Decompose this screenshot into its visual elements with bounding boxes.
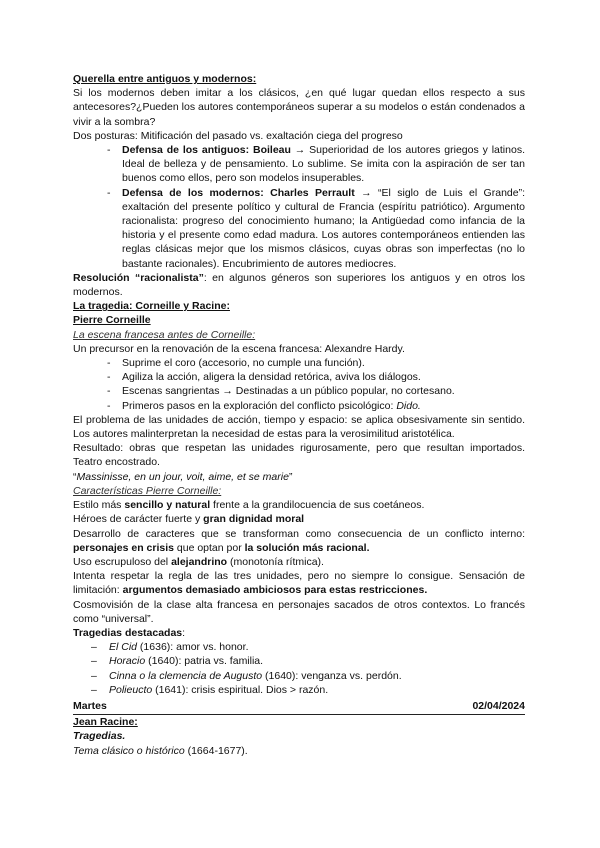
estilo-line [73,498,525,512]
tragedias-label: Tragedias destacadas [73,626,183,639]
resolution-text: : en algunos géneros son superiores los antiguos y en otros los modernos. [73,271,525,299]
racine-tragedias: Tragedias. [73,730,126,743]
quote-text: Massinisse, en un jour, voit, aime, et se marie [76,470,289,483]
uso-c: (monotonía rítmica). [227,555,324,568]
postures-line: Dos posturas: Mitificación del pasado vs. exaltación ciega del progreso [73,129,403,142]
intenta-paragraph [73,569,525,597]
desarrollo-paragraph [73,527,525,555]
tragedias-list [73,640,525,697]
heroes-a: Héroes de carácter fuerte y [73,513,204,526]
tragedias-colon: : [182,626,186,639]
uso-b: alejandrino [171,555,228,568]
section-title: Querella entre antiguos y modernos: [73,73,257,85]
hardy-last-text: Primeros pasos en la exploración del conflicto psicológico: [122,399,397,412]
tragedias-heading [73,626,525,640]
caracteristicas-heading: Características Pierre Corneille: [73,484,222,497]
antiguos-label: Defensa de los antiguos: Boileau [122,144,291,157]
desarrollo-d: la solución más racional. [244,541,370,554]
quote-open: “ [73,470,77,483]
heroes-line [73,512,525,526]
cosmovision-paragraph: Cosmovisión de la clase alta francesa en personajes sacados de otros contextos. Lo francés como “universal”. [73,598,525,625]
date-label: 02/04/2024 [472,699,525,712]
tema-b: (1664-1677). [184,744,248,757]
document-page [73,72,525,758]
list-item [91,640,525,654]
intenta-b: argumentos demasiado ambiciosos para estas restricciones. [122,584,428,597]
intenta-a: Intenta respetar la regla de las tres unidades, pero no siempre lo consigue. Sensación de limitación: [73,570,525,597]
racine-heading: Jean Racine: [73,716,138,729]
work-title: Cinna o la clemencia de Augusto [109,669,263,682]
resultado-paragraph: Resultado: obras que respetan las unidades rigurosamente, pero que resultan importados. Teatro encostrado. [73,442,525,469]
list-item [91,669,525,683]
work-detail: (1636): amor vs. honor. [137,641,249,654]
list-item [91,683,525,697]
resolution-paragraph [73,271,525,299]
desarrollo-b: personajes en crisis [73,541,174,554]
escena-heading: La escena francesa antes de Corneille: [73,328,256,341]
precursor-line: Un precursor en la renovación de la escena francesa: Alexandre Hardy. [73,342,405,355]
work-detail: (1640): patria vs. familia. [145,655,264,668]
quote-close: ” [288,470,293,483]
list-item: - Agiliza la acción, aligera la densidad retórica, aviva los diálogos. [107,370,525,384]
day-label: Martes [73,699,107,712]
list-item-modernos [107,186,525,271]
work-title: Horacio [109,655,146,668]
list-item-antiguos [107,143,525,186]
tema-line [73,744,525,758]
hardy-list [73,356,525,413]
date-header [73,699,525,715]
work-detail: (1640): venganza vs. perdón. [262,669,402,682]
unidades-paragraph: El problema de las unidades de acción, tiempo y espacio: se aplica obsesivamente sin sentido. Los autores malinterpretan la necesidad de estas para la verosimilitud aristotélica. [73,413,525,441]
resolution-label: Resolución “racionalista” [73,271,204,284]
quote-line [73,470,525,484]
hardy-last-work: Dido. [396,399,421,412]
tragedia-heading: La tragedia: Corneille y Racine: [73,300,230,313]
list-item [107,399,525,413]
desarrollo-c: que optan por [173,541,245,554]
work-title: El Cid [109,641,138,654]
work-detail: (1641): crisis espiritual. Dios > razón. [152,683,329,696]
antiguos-text: → Superioridad de los autores griegos y latinos. Ideal de belleza y de pensamiento. Lo sublime. Se imita con la aspiración de ser tan buenos como ellos, pero son modelos insuperables. [122,144,525,185]
uso-line [73,555,525,569]
postures-list [73,143,525,271]
list-item: - Escenas sangrientas → Destinadas a un público popular, no cortesano. [107,384,525,398]
list-item: - Suprime el coro (accesorio, no cumple una función). [107,356,525,370]
uso-a: Uso escrupuloso del [73,555,172,568]
modernos-text: → “El siglo de Luis el Grande”: exaltación del presente político y cultural de Francia (espíritu patriótico). Argumento racionalista: progreso del conocimiento humano; la Antigüedad como infancia de la historia y el presente como edad madura. Los autores contemporáneos entienden las reglas clásicas mejor que los mismos clásicos, cuyas obras son imperfectas (no lo bastante racionales). Encubrimiento de autores mediocres. [122,186,525,270]
intro-paragraph: Si los modernos deben imitar a los clásicos, ¿en qué lugar quedan ellos respecto a sus antecesores?¿Pueden los autores contemporáneos superar a su modelos o están condenados a vivir a la sombra? [73,87,525,128]
corneille-heading: Pierre Corneille [73,314,151,327]
list-item [91,654,525,668]
tema-a: Tema clásico o histórico [73,744,185,757]
work-title: Polieucto [109,683,153,696]
estilo-a: Estilo más [73,499,125,512]
desarrollo-a: Desarrollo de caracteres que se transforman como consecuencia de un conflicto interno: [73,527,525,540]
heroes-b: gran dignidad moral [203,513,305,526]
modernos-label: Defensa de los modernos: Charles Perrault [122,186,355,199]
estilo-b: sencillo y natural [124,499,211,512]
estilo-c: frente a la grandilocuencia de sus coetáneos. [210,499,425,512]
